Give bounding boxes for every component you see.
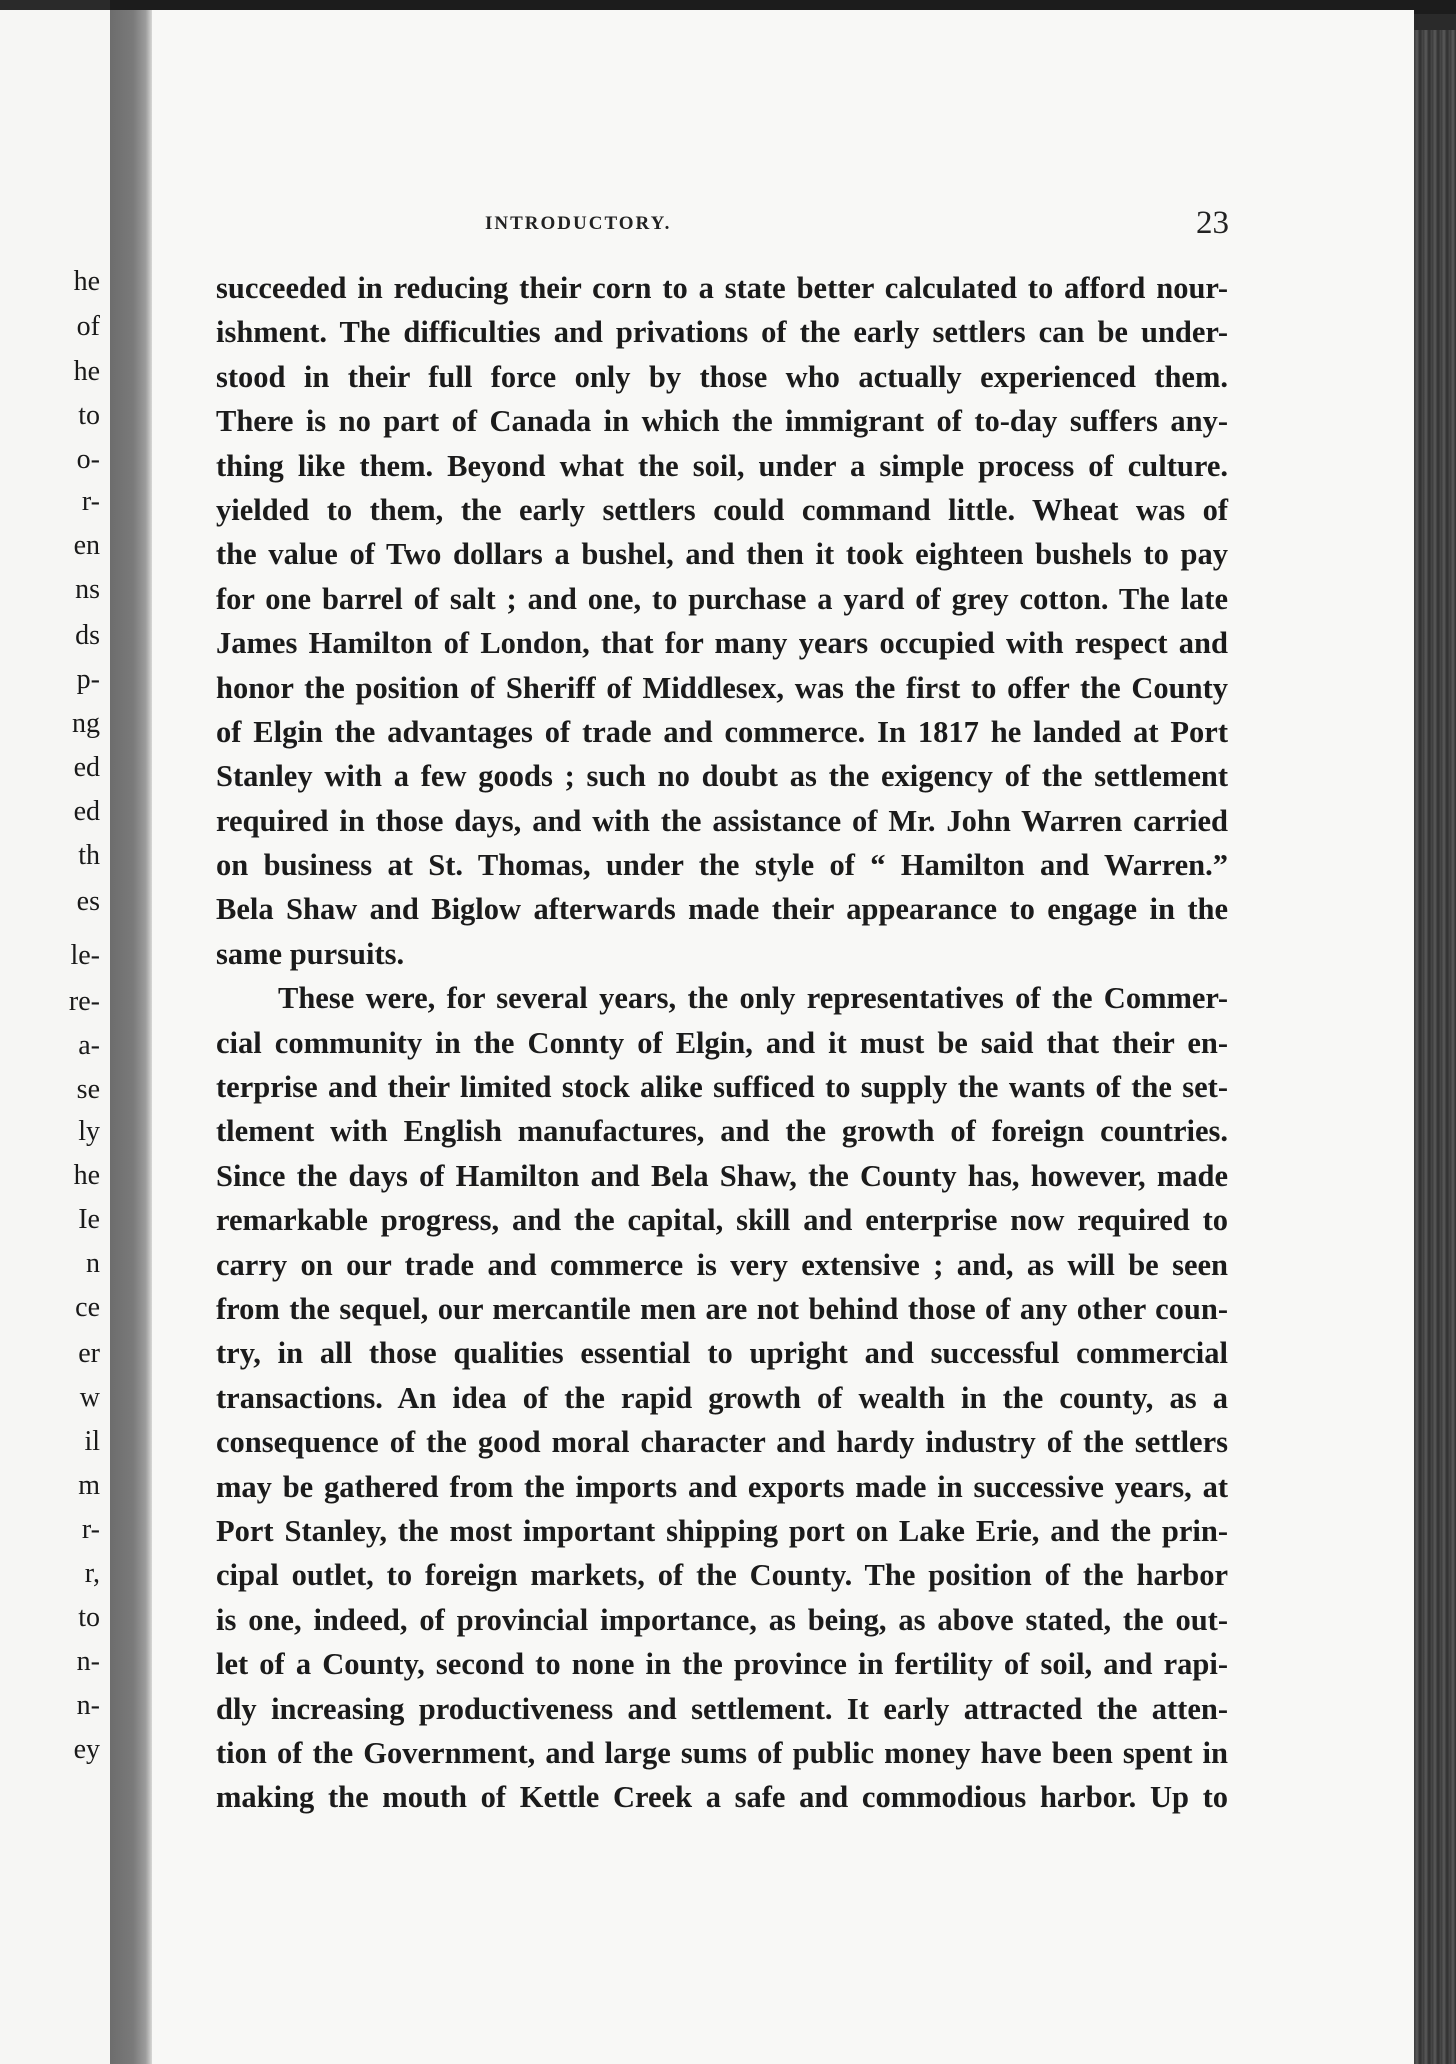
facing-page-fragment: th xyxy=(78,840,100,871)
text-line: ishment. The difficulties and privations of the early settlers can be under- xyxy=(216,315,1228,350)
facing-page-fragment: p- xyxy=(76,664,100,695)
facing-page-fragment: ly xyxy=(78,1116,100,1147)
facing-page-fragment: ns xyxy=(75,574,100,605)
text-line: remarkable progress, and the capital, skill and enterprise now required to xyxy=(216,1203,1228,1238)
facing-page-fragment: m xyxy=(78,1470,100,1501)
text-line: for one barrel of salt ; and one, to purchase a yard of grey cotton. The late xyxy=(216,581,1228,616)
text-line: thing like them. Beyond what the soil, under a simple process of culture. xyxy=(216,448,1228,483)
facing-page-fragment: he xyxy=(73,356,100,387)
text-line: from the sequel, our mercantile men are not behind those of any other coun- xyxy=(216,1291,1228,1326)
facing-page-fragment: ng xyxy=(72,708,100,739)
page-number: 23 xyxy=(1196,205,1229,241)
facing-page-fragment: es xyxy=(76,886,100,917)
text-line: on business at St. Thomas, under the style of “ Hamilton and Warren.” xyxy=(216,848,1228,883)
facing-page-fragment: Ie xyxy=(78,1204,100,1235)
facing-page-sliver xyxy=(0,10,110,2064)
facing-page-fragment: w xyxy=(79,1382,100,1413)
facing-page-fragment: ey xyxy=(73,1734,100,1765)
text-line: cial community in the Connty of Elgin, and it must be said that their en- xyxy=(216,1025,1228,1060)
facing-page-fragment: to xyxy=(78,400,100,431)
facing-page-fragment: ce xyxy=(75,1292,100,1323)
facing-page-fragment: r, xyxy=(84,1558,100,1589)
text-line: may be gathered from the imports and exports made in successive years, at xyxy=(216,1469,1228,1504)
text-line: tlement with English manufactures, and the growth of foreign countries. xyxy=(216,1114,1228,1149)
facing-page-fragment: le- xyxy=(70,940,100,971)
text-line: transactions. An idea of the rapid growth of wealth in the county, as a xyxy=(216,1380,1228,1415)
facing-page-fragment: n- xyxy=(76,1690,100,1721)
facing-page-fragment: he xyxy=(73,1160,100,1191)
facing-page-fragment: n- xyxy=(76,1646,100,1677)
facing-page-fragment: ed xyxy=(73,796,100,827)
text-line: terprise and their limited stock alike sufficed to supply the wants of the set- xyxy=(216,1070,1228,1105)
facing-page-fragment: of xyxy=(76,311,100,342)
text-line: making the mouth of Kettle Creek a safe and commodious harbor. Up to xyxy=(216,1780,1228,1815)
facing-page-fragment: r- xyxy=(81,1514,100,1545)
text-line: Bela Shaw and Biglow afterwards made their appearance to engage in the xyxy=(216,892,1228,927)
text-line: Port Stanley, the most important shipping port on Lake Erie, and the prin- xyxy=(216,1513,1228,1548)
text-line: tion of the Government, and large sums of public money have been spent in xyxy=(216,1735,1228,1770)
facing-page-fragment: se xyxy=(76,1074,100,1105)
text-line: There is no part of Canada in which the immigrant of to-day suffers any- xyxy=(216,404,1228,439)
facing-page-fragment: er xyxy=(78,1338,100,1369)
text-line: succeeded in reducing their corn to a state better calculated to afford nour- xyxy=(216,271,1228,305)
facing-page-fragment: to xyxy=(78,1602,100,1633)
paragraph xyxy=(216,266,1228,976)
text-line: the value of Two dollars a bushel, and then it took eighteen bushels to pay xyxy=(216,537,1228,572)
paragraph xyxy=(216,976,1228,1819)
text-line: yielded to them, the early settlers could command little. Wheat was of xyxy=(216,492,1228,527)
text-line: try, in all those qualities essential to upright and successful commercial xyxy=(216,1336,1228,1371)
text-line: stood in their full force only by those who actually experienced them. xyxy=(216,359,1228,394)
text-line: dly increasing productiveness and settlement. It early attracted the atten- xyxy=(216,1691,1228,1726)
facing-page-fragment: o- xyxy=(76,444,100,475)
book-gutter xyxy=(110,10,152,2064)
book-edge xyxy=(1414,30,1456,2064)
text-line: required in those days, and with the assistance of Mr. John Warren carried xyxy=(216,803,1228,838)
text-line: same pursuits. xyxy=(216,936,405,971)
facing-page-fragment: r- xyxy=(81,486,100,517)
text-line: carry on our trade and commerce is very extensive ; and, as will be seen xyxy=(216,1247,1228,1282)
text-line: Since the days of Hamilton and Bela Shaw, the County has, however, made xyxy=(216,1158,1228,1193)
facing-page-fragment: ds xyxy=(75,620,100,651)
facing-page-fragment: en xyxy=(73,530,100,561)
running-head: INTRODUCTORY. xyxy=(485,213,672,234)
facing-page-fragment: re- xyxy=(68,986,100,1017)
text-line: James Hamilton of London, that for many years occupied with respect and xyxy=(216,626,1228,661)
facing-page-fragment: n xyxy=(86,1248,100,1279)
text-line: cipal outlet, to foreign markets, of the County. The position of the harbor xyxy=(216,1558,1228,1593)
text-line: of Elgin the advantages of trade and commerce. In 1817 he landed at Port xyxy=(216,714,1228,749)
text-line: honor the position of Sheriff of Middlesex, was the first to offer the County xyxy=(216,670,1228,705)
facing-page-fragment: a- xyxy=(78,1030,100,1061)
text-line: is one, indeed, of provincial importance, as being, as above stated, the out- xyxy=(216,1602,1228,1637)
text-line: Stanley with a few goods ; such no doubt as the exigency of the settlement xyxy=(216,759,1228,794)
facing-page-fragment: ed xyxy=(73,752,100,783)
text-line: These were, for several years, the only representatives of the Commer- xyxy=(278,981,1228,1016)
body-text xyxy=(216,266,1228,1820)
text-line: consequence of the good moral character and hardy industry of the settlers xyxy=(216,1425,1228,1460)
facing-page-fragment: il xyxy=(84,1426,100,1457)
text-line: let of a County, second to none in the province in fertility of soil, and rapi- xyxy=(216,1647,1228,1682)
facing-page-fragment: he xyxy=(73,266,100,297)
